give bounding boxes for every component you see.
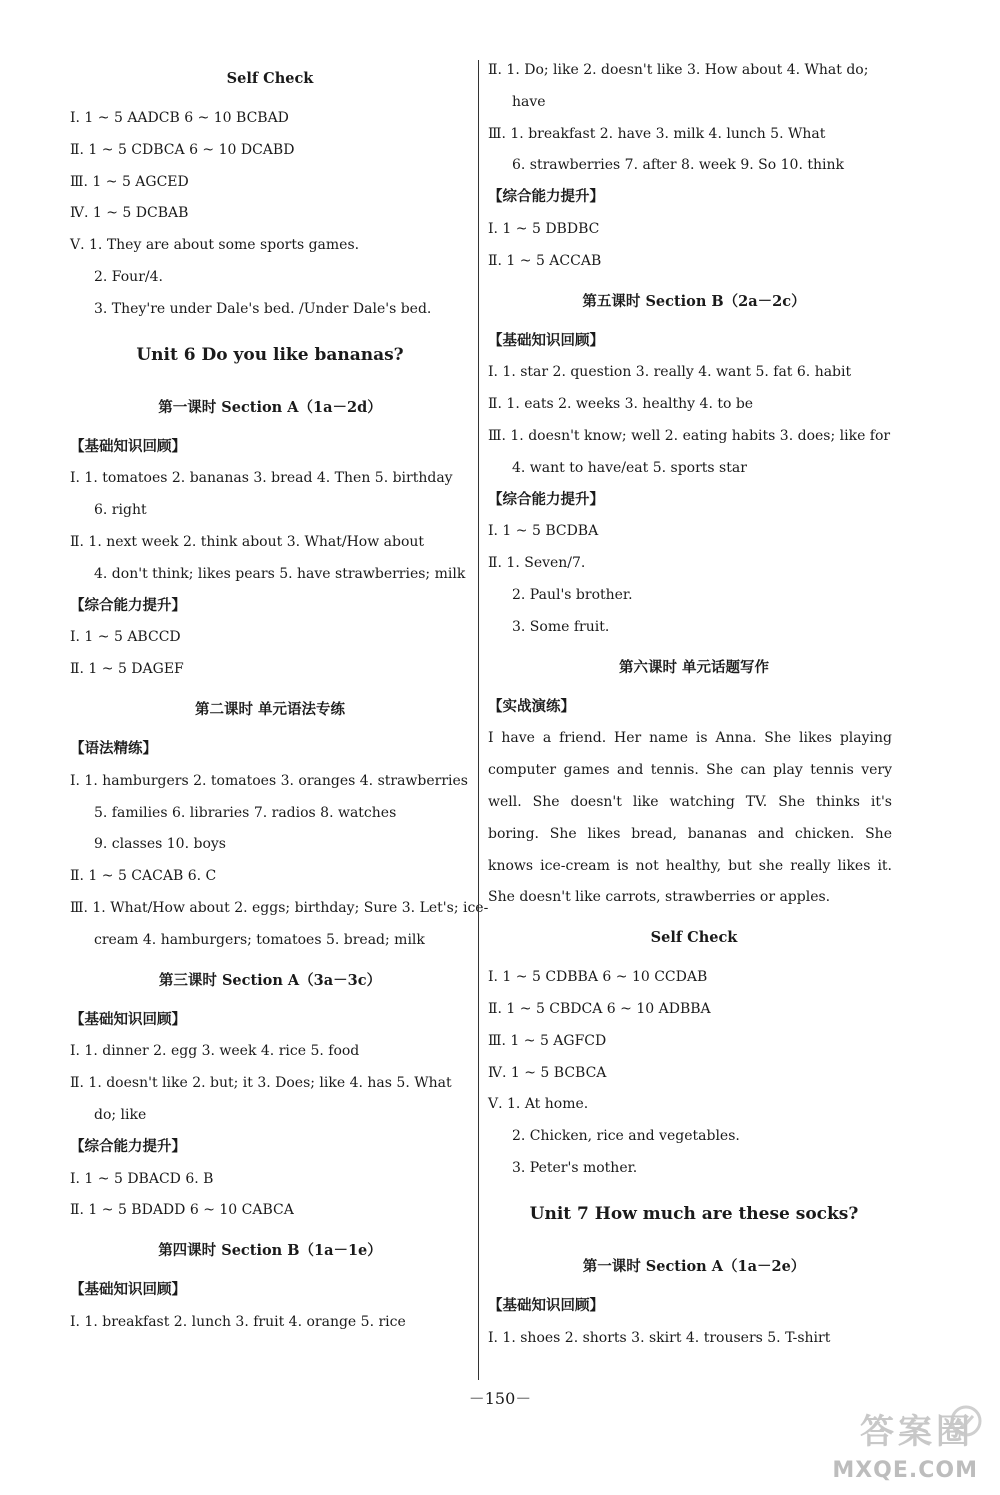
section-heading: 第四课时 Section B（1a－1e） (158, 1242, 382, 1260)
answer-line: 3. They're under Dale's bed. /Under Dale's bed. (94, 300, 432, 317)
subsection-label: 【综合能力提升】 (70, 1138, 186, 1155)
answer-line: Ⅰ. 1. hamburgers 2. tomatoes 3. oranges 4. strawberries (70, 772, 468, 789)
subsection-label: 【实战演练】 (488, 698, 575, 715)
watermark-url: MXQE.COM (832, 1458, 978, 1483)
answer-line: Ⅱ. 1 ~ 5 ACCAB (488, 252, 602, 269)
column-divider (478, 60, 479, 1380)
answer-line: Ⅰ. 1. tomatoes 2. bananas 3. bread 4. Then 5. birthday (70, 470, 453, 487)
answer-line: 6. strawberries 7. after 8. week 9. So 10. think (512, 157, 844, 174)
answer-line: Ⅱ. 1. eats 2. weeks 3. healthy 4. to be (488, 396, 754, 413)
answer-line: Ⅰ. 1 ~ 5 ABCCD (70, 629, 181, 646)
answer-line: 6. right (94, 502, 147, 519)
section-heading: 第六课时 单元话题写作 (618, 658, 770, 676)
answer-line: Ⅲ. 1 ~ 5 AGFCD (488, 1032, 607, 1049)
answer-line: Ⅴ. 1. At home. (488, 1096, 589, 1113)
answer-line: Ⅰ. 1. dinner 2. egg 3. week 4. rice 5. food (70, 1043, 360, 1060)
answer-line: 2. Chicken, rice and vegetables. (512, 1128, 740, 1145)
subsection-label: 【语法精练】 (70, 740, 157, 757)
answer-line: Ⅱ. 1 ~ 5 CACAB 6. C (70, 868, 217, 885)
section-heading: 第五课时 Section B（2a－2c） (582, 292, 806, 310)
answer-line: 4. don't think; likes pears 5. have strawberries; milk (94, 565, 466, 582)
answer-line: Ⅲ. 1 ~ 5 AGCED (70, 173, 189, 190)
section-heading: 第二课时 单元语法专练 (194, 700, 346, 718)
answer-line: Ⅰ. 1. breakfast 2. lunch 3. fruit 4. orange 5. rice (70, 1313, 406, 1330)
answer-line: Ⅱ. 1. next week 2. think about 3. What/How about (70, 533, 425, 550)
essay-paragraph: I have a friend. Her name is Anna. She likes playing computer games and tennis. She can play tennis very well. She doesn't like watching TV. She thinks it's boring. She likes bread, bananas and chicken. She knows ice-cream is not healthy, but she really likes it. She doesn't like carrots, strawberries or apples. (488, 730, 892, 906)
answer-line: Ⅰ. 1 ~ 5 DBACD 6. B (70, 1170, 214, 1187)
answer-line: 2. Paul's brother. (512, 586, 633, 603)
answer-line: Ⅱ. 1 ~ 5 CBDCA 6 ~ 10 ADBBA (488, 1000, 711, 1017)
subsection-label: 【综合能力提升】 (70, 597, 186, 614)
unit-title: Unit 7 How much are these socks? (529, 1203, 859, 1224)
answer-line: do; like (94, 1106, 147, 1123)
answer-line: Ⅱ. 1. doesn't like 2. but; it 3. Does; like 4. has 5. What (70, 1075, 452, 1092)
answer-line: have (512, 93, 546, 110)
answer-line: Ⅰ. 1 ~ 5 DBDBC (488, 220, 600, 237)
subsection-label: 【综合能力提升】 (488, 189, 604, 206)
answer-line: Ⅰ. 1 ~ 5 BCDBA (488, 523, 599, 540)
answer-line: Ⅰ. 1. star 2. question 3. really 4. want 5. fat 6. habit (488, 364, 852, 381)
answer-line: Ⅰ. 1. shoes 2. shorts 3. skirt 4. trousers 5. T-shirt (488, 1329, 831, 1346)
section-heading: 第一课时 Section A（1a－2e） (582, 1257, 806, 1275)
answer-line: cream 4. hamburgers; tomatoes 5. bread; milk (94, 931, 425, 948)
answer-line: Ⅱ. 1. Seven/7. (488, 555, 586, 572)
unit-title: Unit 6 Do you like bananas? (136, 344, 404, 365)
answer-line: Ⅱ. 1 ~ 5 DAGEF (70, 661, 184, 678)
subsection-label: 【基础知识回顾】 (488, 332, 604, 349)
subsection-label: 【基础知识回顾】 (70, 1011, 186, 1028)
answer-line: 4. want to have/eat 5. sports star (512, 459, 747, 476)
answer-line: Ⅲ. 1. breakfast 2. have 3. milk 4. lunch 5. What (488, 125, 826, 142)
section-heading: 第一课时 Section A（1a－2d） (158, 398, 382, 416)
answer-line: Ⅰ. 1 ~ 5 AADCB 6 ~ 10 BCBAD (70, 110, 289, 126)
right-column (488, 55, 900, 1354)
answer-line: 3. Peter's mother. (512, 1159, 638, 1176)
subsection-label: 【基础知识回顾】 (70, 1282, 186, 1299)
answer-line: 9. classes 10. boys (94, 836, 226, 853)
answer-line: 5. families 6. libraries 7. radios 8. watches (94, 804, 397, 821)
answer-line: Ⅰ. 1 ~ 5 CDBBA 6 ~ 10 CCDAB (488, 969, 708, 986)
answer-line: Ⅳ. 1 ~ 5 DCBAB (70, 205, 189, 222)
subsection-label: 【基础知识回顾】 (488, 1297, 604, 1314)
answer-line: Ⅲ. 1. doesn't know; well 2. eating habits 3. does; like for (488, 427, 891, 444)
answer-line: Ⅴ. 1. They are about some sports games. (70, 237, 360, 254)
answer-line: 2. Four/4. (94, 268, 163, 285)
answer-line: Ⅱ. 1. Do; like 2. doesn't like 3. How about 4. What do; (488, 62, 869, 78)
answer-line: Ⅱ. 1 ~ 5 CDBCA 6 ~ 10 DCABD (70, 141, 295, 158)
page-number: －150－ (468, 1389, 532, 1408)
answer-line: Ⅱ. 1 ~ 5 BDADD 6 ~ 10 CABCA (70, 1202, 294, 1219)
section-heading: 第三课时 Section A（3a－3c） (158, 971, 382, 989)
left-column (70, 55, 489, 1339)
answer-line: 3. Some fruit. (512, 618, 610, 635)
answer-line: Ⅲ. 1. What/How about 2. eggs; birthday; Sure 3. Let's; ice- (70, 899, 489, 916)
section-heading: Self Check (650, 929, 738, 947)
subsection-label: 【基础知识回顾】 (70, 438, 186, 455)
subsection-label: 【综合能力提升】 (488, 491, 604, 508)
section-heading: Self Check (226, 70, 314, 87)
watermark-cn: 答案圈 (860, 1412, 974, 1452)
answer-line: Ⅳ. 1 ~ 5 BCBCA (488, 1064, 607, 1081)
